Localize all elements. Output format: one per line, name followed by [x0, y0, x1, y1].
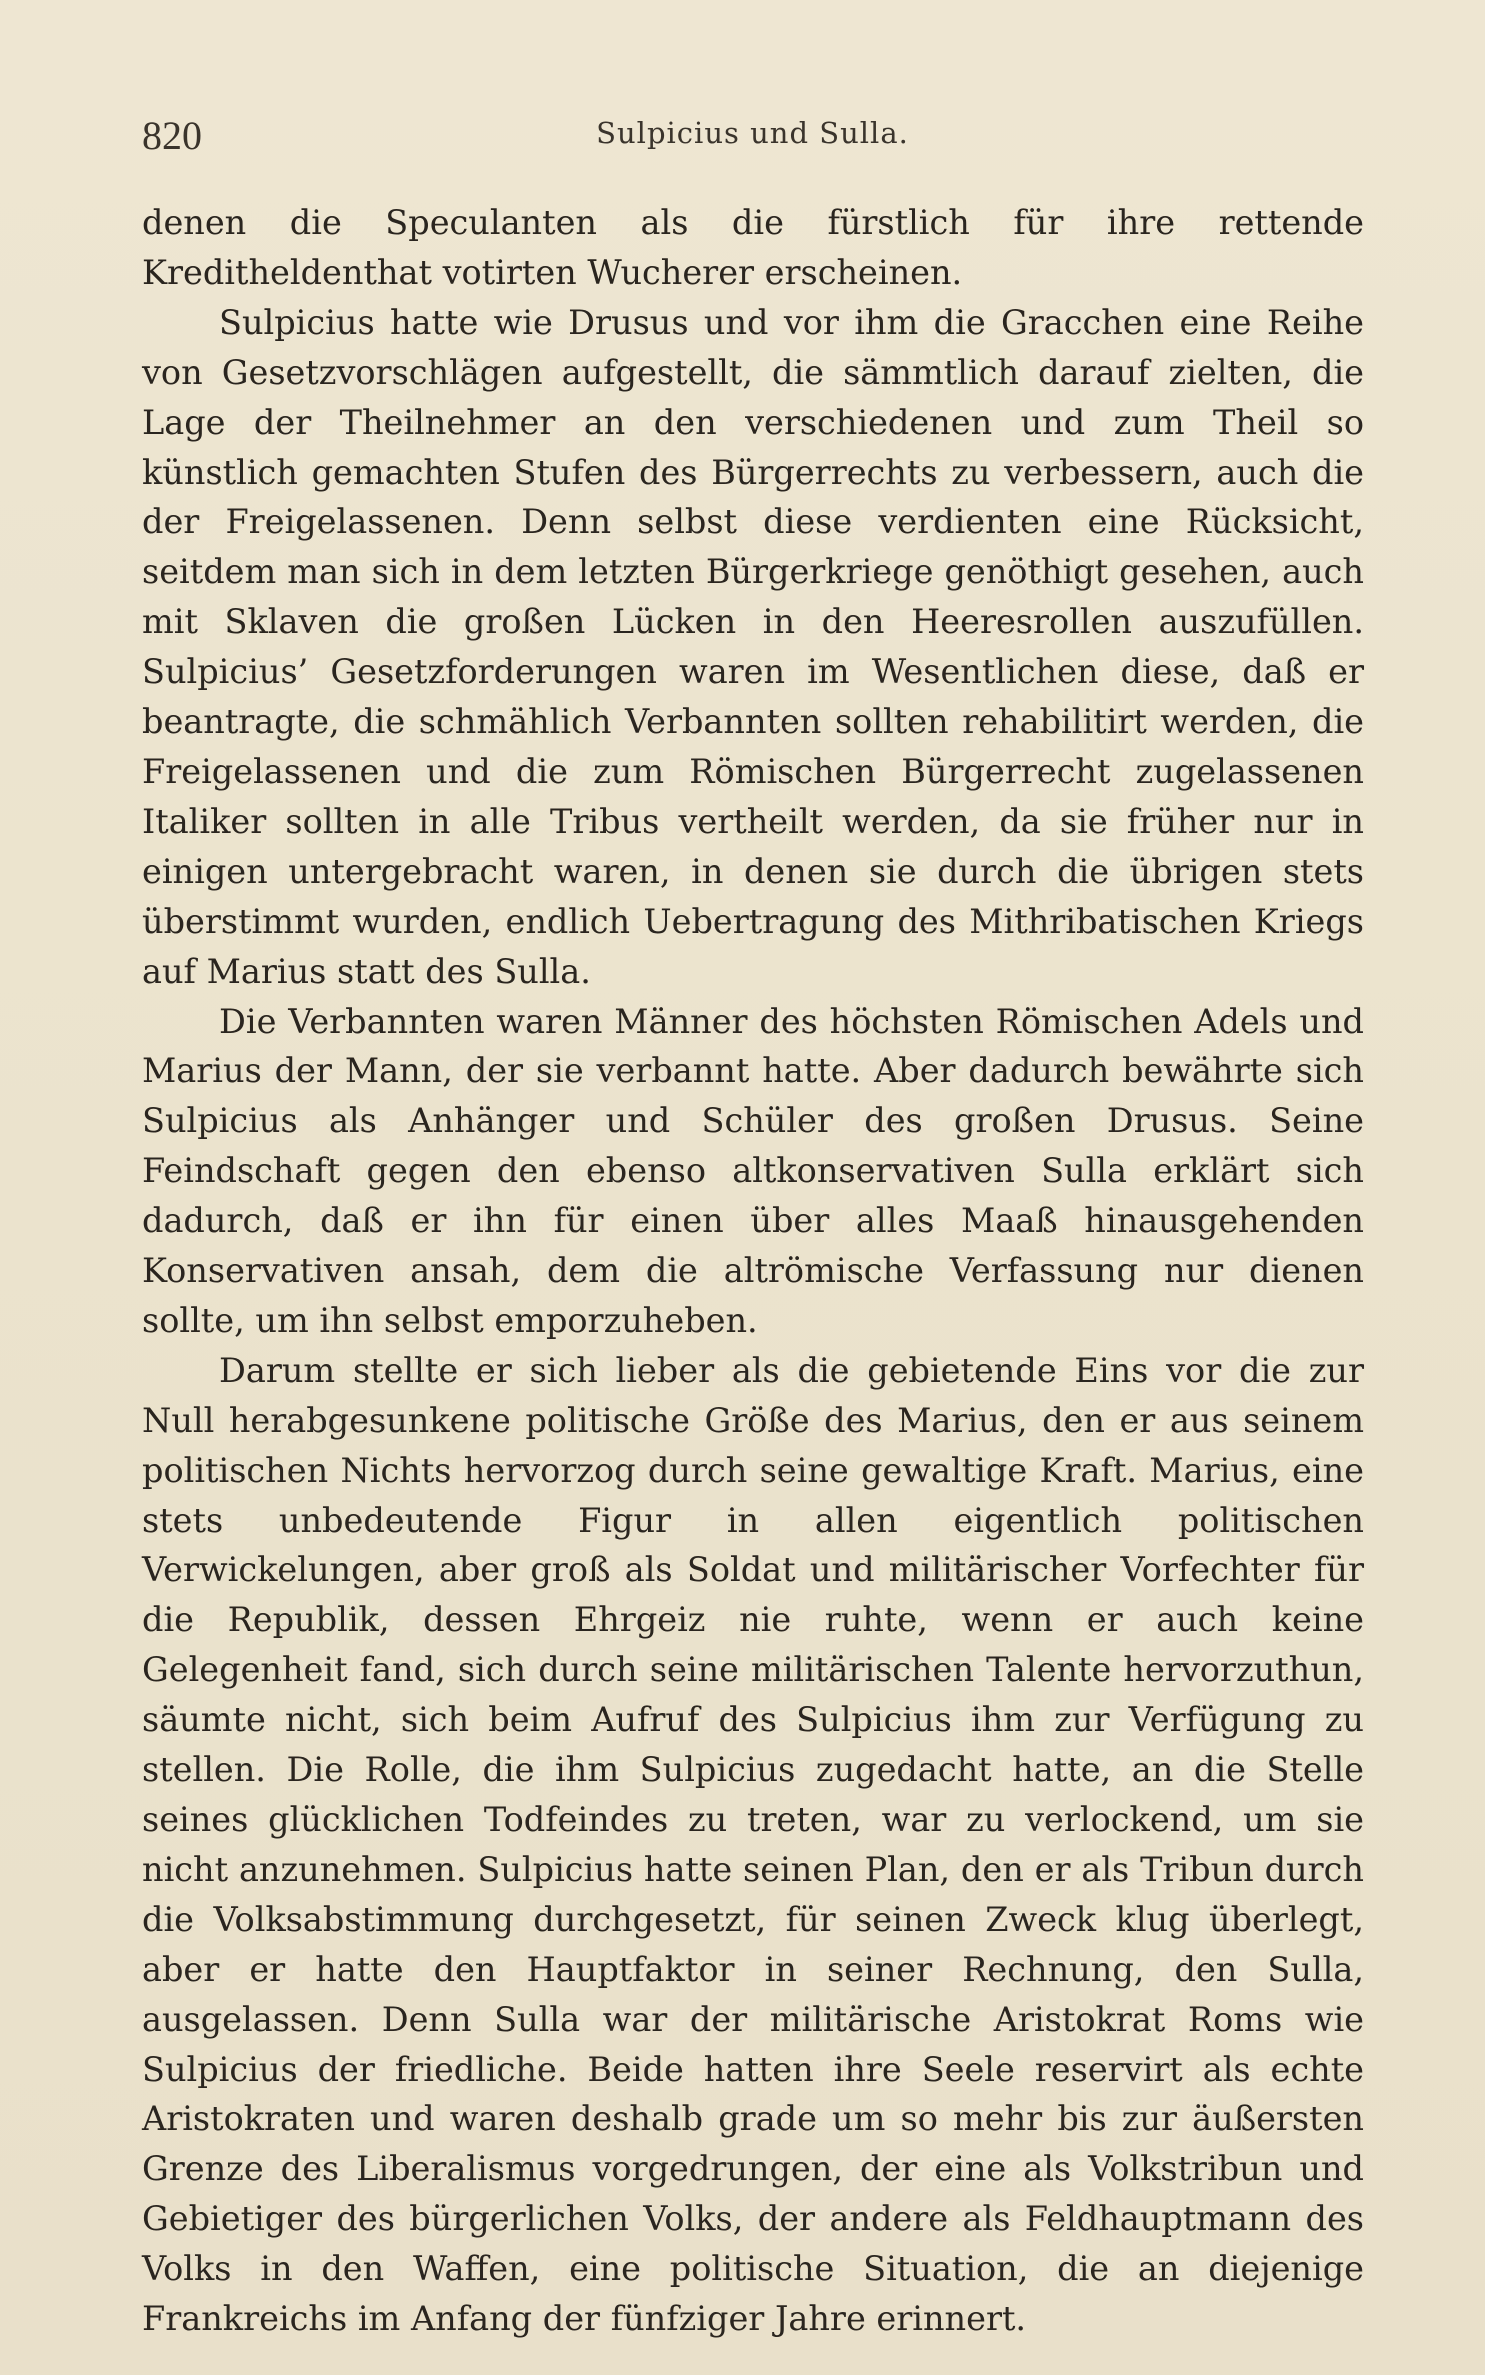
running-title: Sulpicius und Sulla.	[596, 116, 909, 150]
paragraph: Die Verbannten waren Männer des höchsten Römischen Adels und Marius der Mann, der sie verbannt hatte. Aber dadurch bewährte sich Sulpicius als Anhänger und Schüler des großen Drusus. Seine Feindschaft gegen den ebenso altkonservativen Sulla erklärt sich dadurch, daß er ihn für einen über alles Maaß hinausgehenden Konservativen ansah, dem die altrömische Verfassung nur dienen sollte, um ihn selbst emporzuheben.	[142, 1001, 1364, 1340]
page-number: 820	[142, 113, 202, 158]
paragraph: denen die Speculanten als die fürstlich für ihre rettende Kreditheldenthat votirten Wucherer erscheinen.	[142, 203, 1364, 292]
paragraph: Sulpicius hatte wie Drusus und vor ihm die Gracchen eine Reihe von Gesetzvorschlägen aufgestellt, die sämmtlich darauf zielten, die Lage der Theilnehmer an den verschiedenen und zum Theil so künstlich gemachten Stufen des Bürgerrechts zu verbessern, auch die der Freigelassenen. Denn selbst diese verdienten eine Rücksicht, seitdem man sich in dem letzten Bürgerkriege genöthigt gesehen, auch mit Sklaven die großen Lücken in den Heeresrollen auszufüllen. Sulpicius’ Gesetzforderungen waren im Wesentlichen diese, daß er beantragte, die schmählich Verbannten sollten rehabilitirt werden, die Freigelassenen und die zum Römischen Bürgerrecht zugelassenen Italiker sollten in alle Tribus vertheilt werden, da sie früher nur in einigen untergebracht waren, in denen sie durch die übrigen stets überstimmt wurden, endlich Uebertragung des Mithribatischen Kriegs auf Marius statt des Sulla.	[142, 302, 1364, 991]
body-text	[142, 198, 1364, 2344]
paragraph: Darum stellte er sich lieber als die gebietende Eins vor die zur Null herabgesunkene politische Größe des Marius, den er aus seinem politischen Nichts hervorzog durch seine gewaltige Kraft. Marius, eine stets unbedeutende Figur in allen eigentlich politischen Verwickelungen, aber groß als Soldat und militärischer Vorfechter für die Republik, dessen Ehrgeiz nie ruhte, wenn er auch keine Gelegenheit fand, sich durch seine militärischen Talente hervorzuthun, säumte nicht, sich beim Aufruf des Sulpicius ihm zur Verfügung zu stellen. Die Rolle, die ihm Sulpicius zugedacht hatte, an die Stelle seines glücklichen Todfeindes zu treten, war zu verlockend, um sie nicht anzunehmen. Sulpicius hatte seinen Plan, den er als Tribun durch die Volksabstimmung durchgesetzt, für seinen Zweck klug überlegt, aber er hatte den Hauptfaktor in seiner Rechnung, den Sulla, ausgelassen. Denn Sulla war der militärische Aristokrat Roms wie Sulpicius der friedliche. Beide hatten ihre Seele reservirt als echte Aristokraten und waren deshalb grade um so mehr bis zur äußersten Grenze des Liberalismus vorgedrungen, der eine als Volkstribun und Gebietiger des bürgerlichen Volks, der andere als Feldhauptmann des Volks in den Waffen, eine politische Situation, die an diejenige Frankreichs im Anfang der fünfziger Jahre erinnert.	[142, 1350, 1364, 2339]
page-header	[142, 112, 1363, 172]
